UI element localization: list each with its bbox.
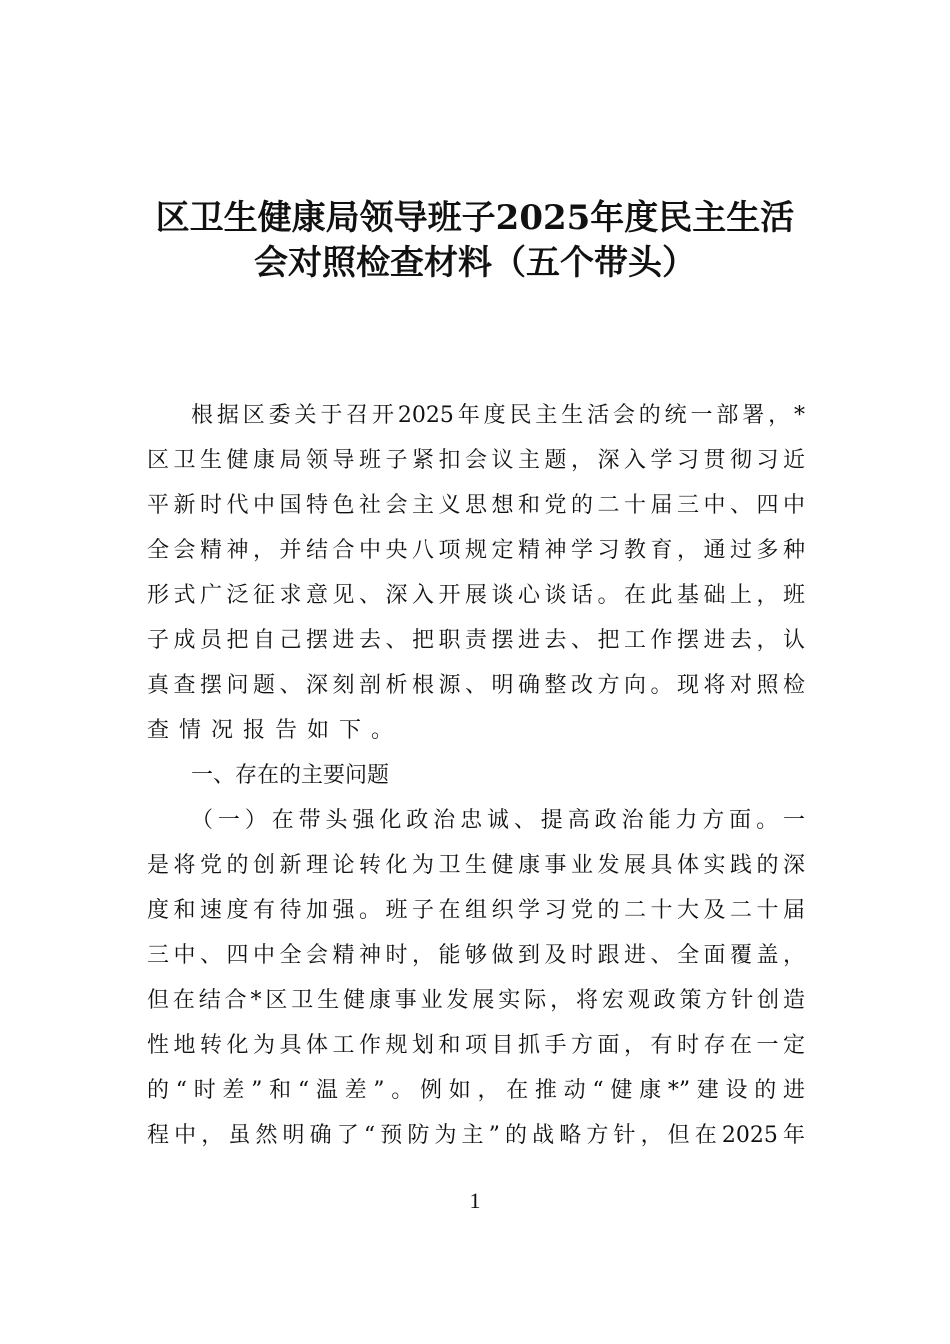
text-line: 根据区委关于召开2025年度民主生活会的统一部署，* bbox=[191, 403, 805, 428]
text-line: 查情况报告如下。 bbox=[147, 718, 404, 743]
text-line: 度和速度有待加强。班子在组织学习党的二十大及二十届 bbox=[147, 898, 805, 923]
text-line: 平新时代中国特色社会主义思想和党的二十届三中、四中 bbox=[147, 493, 805, 518]
text-line: 但在结合*区卫生健康事业发展实际，将宏观政策方针创造 bbox=[147, 988, 805, 1013]
document-title-line-2: 会对照检查材料（五个带头） bbox=[254, 243, 696, 283]
text-line: 三中、四中全会精神时，能够做到及时跟进、全面覆盖， bbox=[147, 943, 805, 968]
text-line: 程中，虽然明确了“预防为主”的战略方针，但在2025年 bbox=[147, 1123, 805, 1148]
text-line: 形式广泛征求意见、深入开展谈心谈话。在此基础上，班 bbox=[147, 583, 805, 608]
text-line: 全会精神，并结合中央八项规定精神学习教育，通过多种 bbox=[147, 538, 805, 563]
page-number: 1 bbox=[469, 1188, 481, 1213]
text-line: 是将党的创新理论转化为卫生健康事业发展具体实践的深 bbox=[147, 853, 805, 878]
section-heading: 一、存在的主要问题 bbox=[191, 763, 390, 788]
document-title-line-1: 区卫生健康局领导班子2025年度民主生活 bbox=[155, 198, 795, 238]
text-line: 区卫生健康局领导班子紧扣会议主题，深入学习贯彻习近 bbox=[147, 448, 805, 473]
document-body bbox=[147, 393, 805, 1158]
text-line: 性地转化为具体工作规划和项目抓手方面，有时存在一定 bbox=[147, 1033, 805, 1058]
text-line: 的“时差”和“温差”。例如，在推动“健康*”建设的进 bbox=[147, 1078, 805, 1103]
text-line: 子成员把自己摆进去、把职责摆进去、把工作摆进去，认 bbox=[147, 628, 805, 653]
intro-paragraph bbox=[147, 393, 805, 753]
text-line: 真查摆问题、深刻剖析根源、明确整改方向。现将对照检 bbox=[147, 673, 805, 698]
text-line: （一）在带头强化政治忠诚、提高政治能力方面。一 bbox=[191, 808, 805, 833]
section-1-paragraph bbox=[147, 798, 805, 1158]
